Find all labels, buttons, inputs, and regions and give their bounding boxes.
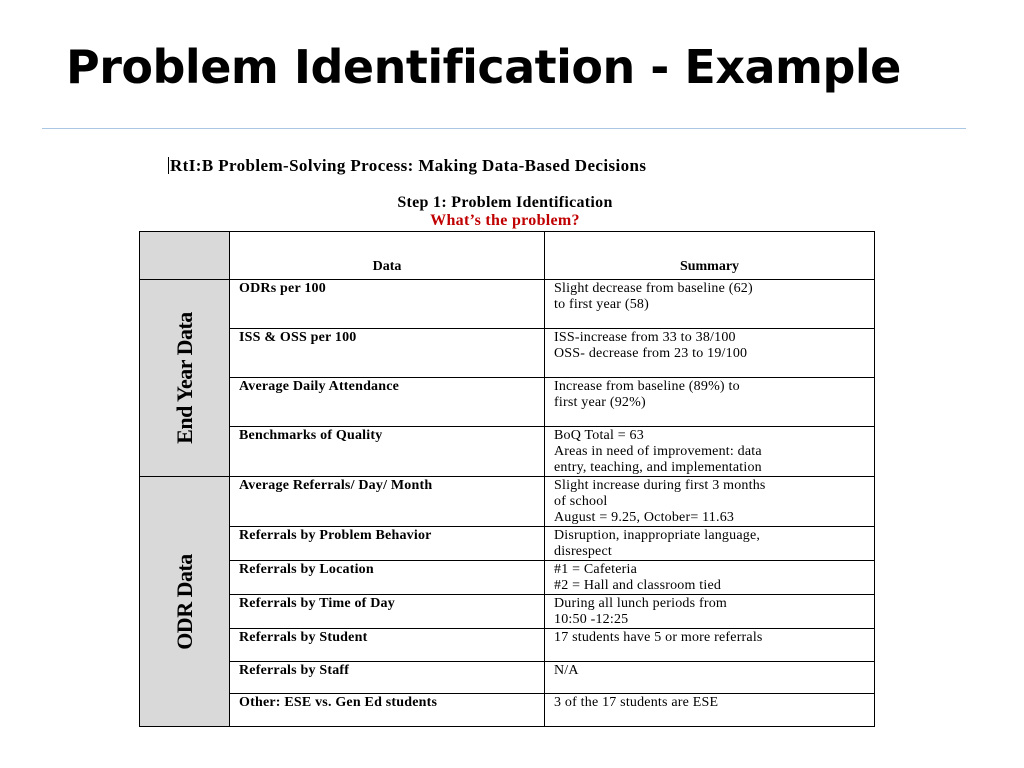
summary-cell xyxy=(545,694,875,727)
text-cursor-icon xyxy=(168,157,169,174)
group-label-odr: ODR Data xyxy=(171,553,197,650)
data-cell: Referrals by Student xyxy=(230,629,545,662)
summary-line: BoQ Total = 63 xyxy=(554,428,644,443)
summary-cell xyxy=(545,662,875,694)
summary-line: Increase from baseline (89%) to xyxy=(554,379,740,394)
data-cell: Average Daily Attendance xyxy=(230,378,545,427)
data-cell: Benchmarks of Quality xyxy=(230,427,545,477)
summary-cell xyxy=(545,477,875,527)
summary-cell xyxy=(545,280,875,329)
problem-identification-table xyxy=(139,231,875,727)
table-header-row xyxy=(140,232,875,280)
summary-line: OSS- decrease from 23 to 19/100 xyxy=(554,346,748,361)
step-subtitle: What’s the problem? xyxy=(430,212,580,229)
summary-cell xyxy=(545,595,875,629)
table-row xyxy=(140,427,875,477)
table-row xyxy=(140,527,875,561)
step-title: Step 1: Problem Identification xyxy=(397,194,613,211)
group-cell-odr xyxy=(140,477,230,727)
data-cell: Other: ESE vs. Gen Ed students xyxy=(230,694,545,727)
table-row xyxy=(140,662,875,694)
table-row xyxy=(140,477,875,527)
summary-cell xyxy=(545,561,875,595)
summary-line: 17 students have 5 or more referrals xyxy=(554,630,763,645)
summary-line: August = 9.25, October= 11.63 xyxy=(554,510,735,525)
summary-line: first year (92%) xyxy=(554,395,646,410)
summary-cell xyxy=(545,427,875,477)
summary-line: 10:50 -12:25 xyxy=(554,612,629,627)
summary-line: of school xyxy=(554,494,608,509)
table-row xyxy=(140,280,875,329)
summary-cell xyxy=(545,629,875,662)
summary-cell xyxy=(545,329,875,378)
title-divider xyxy=(42,128,966,129)
data-cell: Referrals by Staff xyxy=(230,662,545,694)
table-row xyxy=(140,694,875,727)
group-cell-end-year xyxy=(140,280,230,477)
summary-line: Areas in need of improvement: data xyxy=(554,444,762,459)
table-row xyxy=(140,378,875,427)
summary-line: #1 = Cafeteria xyxy=(554,562,637,577)
table-row xyxy=(140,629,875,662)
table-corner-cell xyxy=(140,232,230,280)
summary-line: Slight increase during first 3 months xyxy=(554,478,766,493)
summary-line: N/A xyxy=(554,663,579,678)
data-cell: ISS & OSS per 100 xyxy=(230,329,545,378)
summary-line: Slight decrease from baseline (62) xyxy=(554,281,753,296)
document-header-text: RtI:B Problem-Solving Process: Making Data-Based Decisions xyxy=(170,156,647,175)
group-label-end-year: End Year Data xyxy=(171,312,197,444)
table-row xyxy=(140,561,875,595)
summary-line: #2 = Hall and classroom tied xyxy=(554,578,722,593)
data-cell: Referrals by Location xyxy=(230,561,545,595)
summary-line: ISS-increase from 33 to 38/100 xyxy=(554,330,736,345)
column-header-data: Data xyxy=(230,232,545,280)
data-cell: Referrals by Problem Behavior xyxy=(230,527,545,561)
column-header-summary: Summary xyxy=(545,232,875,280)
data-cell: ODRs per 100 xyxy=(230,280,545,329)
summary-cell xyxy=(545,527,875,561)
slide-title: Problem Identification - Example xyxy=(66,40,901,94)
summary-line: Disruption, inappropriate language, xyxy=(554,528,761,543)
data-cell: Referrals by Time of Day xyxy=(230,595,545,629)
summary-line: entry, teaching, and implementation xyxy=(554,460,762,475)
summary-line: 3 of the 17 students are ESE xyxy=(554,695,719,710)
data-cell: Average Referrals/ Day/ Month xyxy=(230,477,545,527)
table-row xyxy=(140,595,875,629)
summary-line: disrespect xyxy=(554,544,612,559)
table-row xyxy=(140,329,875,378)
summary-line: During all lunch periods from xyxy=(554,596,727,611)
summary-cell xyxy=(545,378,875,427)
summary-line: to first year (58) xyxy=(554,297,649,312)
document-header xyxy=(168,156,646,176)
